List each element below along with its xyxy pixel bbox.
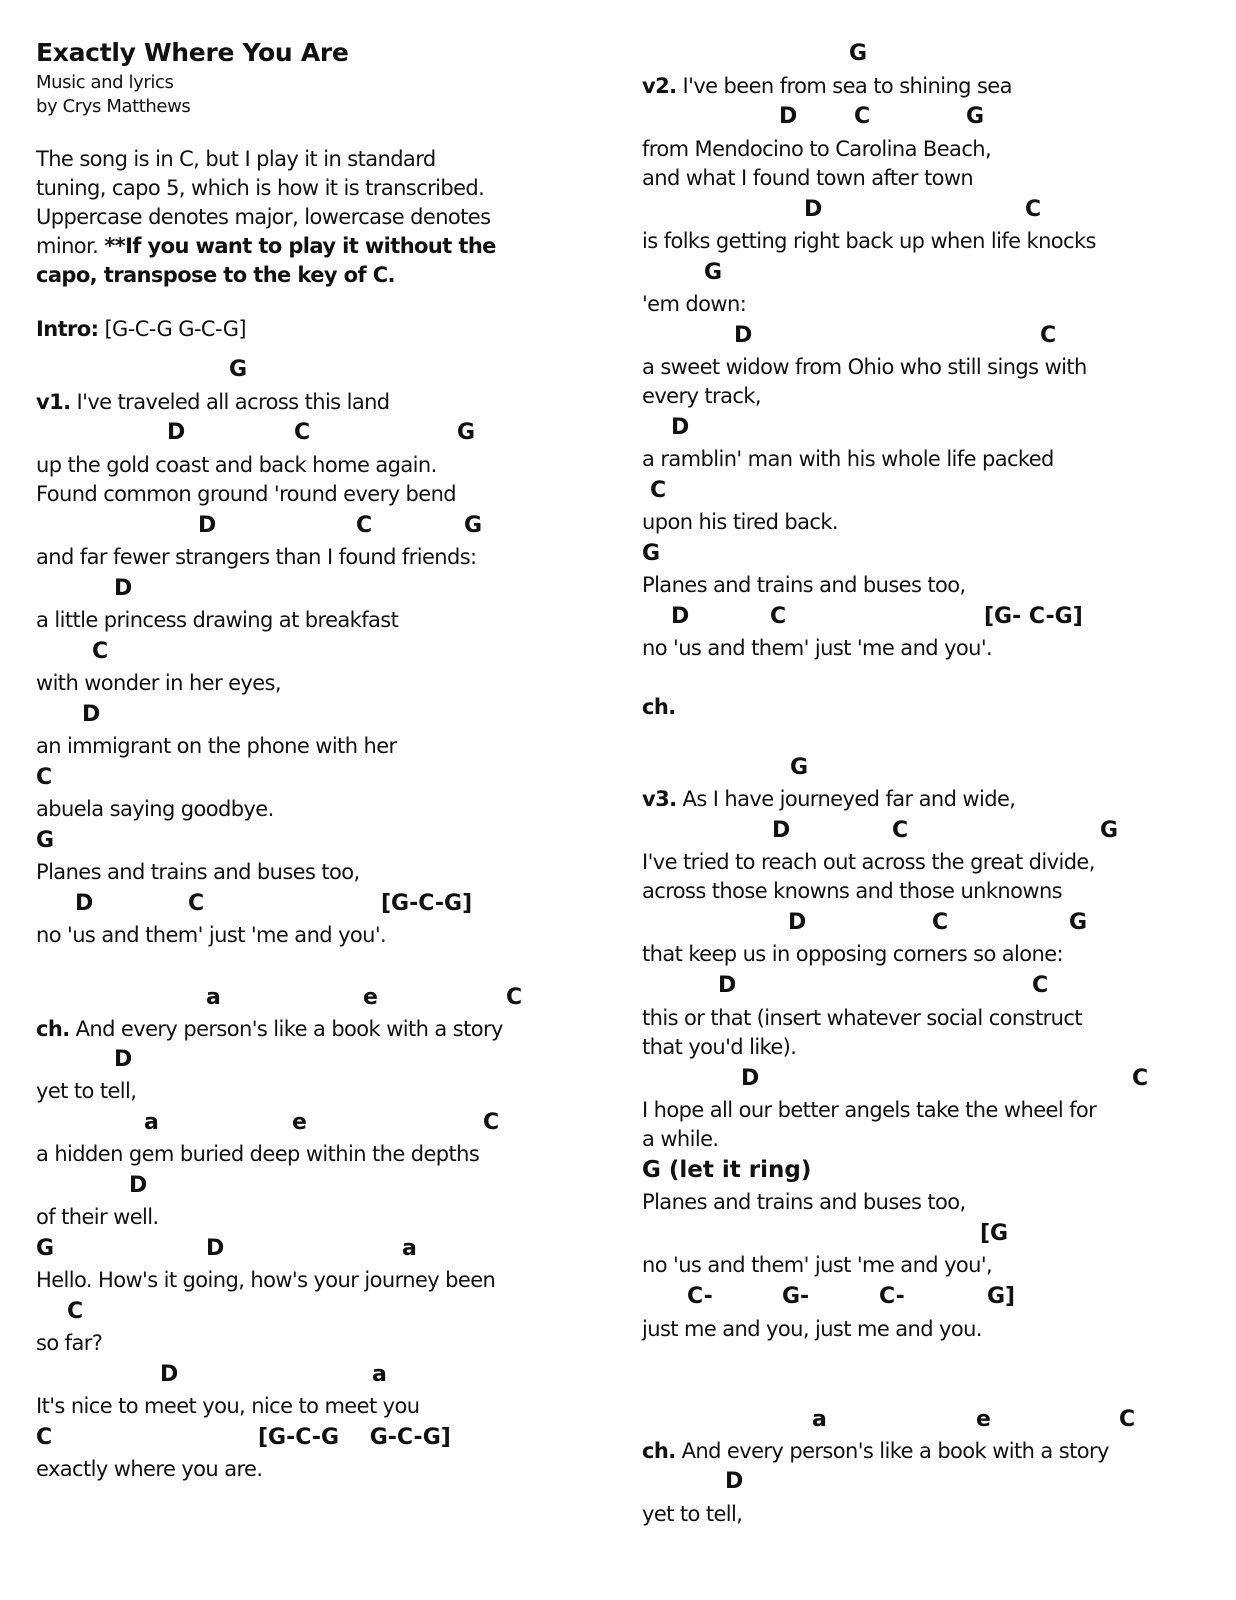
- note-line: tuning, capo 5, which is how it is transcribed.: [36, 176, 485, 200]
- section-label-v3: v3.: [642, 787, 677, 811]
- song-title: Exactly Where You Are: [36, 38, 349, 67]
- chord: D: [788, 910, 807, 935]
- lyric-line: no 'us and them' just 'me and you',: [642, 1253, 993, 1277]
- chord: D: [129, 1173, 148, 1198]
- chord: C: [67, 1299, 84, 1324]
- chord: D: [75, 891, 94, 916]
- chord: C-: [879, 1284, 905, 1309]
- lyric-line: and far fewer strangers than I found friends:: [36, 545, 477, 569]
- chord: C: [1132, 1066, 1149, 1091]
- chord: G: [457, 420, 476, 445]
- lyric-text: As I have journeyed far and wide,: [676, 787, 1016, 811]
- chord: [G- C-G]: [984, 604, 1083, 629]
- lyric-line: yet to tell,: [36, 1079, 137, 1103]
- chord: D: [779, 104, 798, 129]
- lyric-line: a little princess drawing at breakfast: [36, 608, 399, 632]
- chord: D: [671, 415, 690, 440]
- chord: D: [206, 1236, 225, 1261]
- lyric-text: And every person's like a book with a story: [675, 1439, 1109, 1463]
- note-emphasis: capo, transpose to the key of C.: [36, 263, 395, 287]
- lyric-line: yet to tell,: [642, 1502, 743, 1526]
- chord: D: [114, 576, 133, 601]
- chord: G: [229, 357, 248, 382]
- lyric-line: an immigrant on the phone with her: [36, 734, 397, 758]
- lyric-line: that keep us in opposing corners so alone:: [642, 942, 1064, 966]
- chord: a: [402, 1236, 417, 1261]
- lyric-line: of their well.: [36, 1205, 159, 1229]
- chord: D: [718, 973, 737, 998]
- chord: D: [772, 818, 791, 843]
- chord: C: [854, 104, 871, 129]
- chord: C: [1040, 323, 1057, 348]
- chord: e: [292, 1110, 307, 1135]
- note-line: The song is in C, but I play it in standard: [36, 147, 436, 171]
- chord: G: [966, 104, 985, 129]
- lyric-line: I've tried to reach out across the great divide,: [642, 850, 1095, 874]
- chord: C: [36, 1425, 53, 1450]
- lyric-line: Found common ground 'round every bend: [36, 482, 457, 506]
- intro-line: [36, 316, 246, 342]
- lyric-text: I've been from sea to shining sea: [676, 74, 1012, 98]
- lyric-line: [36, 1016, 503, 1042]
- lyric-line: upon his tired back.: [642, 510, 838, 534]
- chord: C: [932, 910, 949, 935]
- lyric-line: Planes and trains and buses too,: [36, 860, 360, 884]
- chord: G (let it ring): [642, 1157, 812, 1183]
- chord: G: [790, 755, 809, 780]
- intro-label: Intro:: [36, 317, 99, 341]
- chorus-reference: ch.: [642, 695, 676, 719]
- chord: G: [36, 1236, 55, 1261]
- credit-line: Music and lyrics: [36, 72, 174, 93]
- chord: C: [1025, 197, 1042, 222]
- lyric-line: [642, 1438, 1109, 1464]
- lyric-line: no 'us and them' just 'me and you'.: [36, 923, 387, 947]
- lyric-line: with wonder in her eyes,: [36, 671, 281, 695]
- lyric-line: every track,: [642, 384, 761, 408]
- chord: G: [642, 541, 661, 566]
- note-line: Uppercase denotes major, lowercase denotes: [36, 205, 491, 229]
- chord: a: [372, 1362, 387, 1387]
- section-label-chorus: ch.: [642, 1439, 676, 1463]
- lyric-line: a hidden gem buried deep within the depths: [36, 1142, 480, 1166]
- lyric-text: I've traveled all across this land: [70, 390, 390, 414]
- section-label-v1: v1.: [36, 390, 71, 414]
- chord: C: [294, 420, 311, 445]
- chord: G: [1100, 818, 1119, 843]
- lyric-line: so far?: [36, 1331, 103, 1355]
- chord: G: [464, 513, 483, 538]
- chord: G: [704, 260, 723, 285]
- lyric-line: no 'us and them' just 'me and you'.: [642, 636, 993, 660]
- chord: C: [92, 639, 109, 664]
- lyric-line: a sweet widow from Ohio who still sings with: [642, 355, 1087, 379]
- lyric-line: It's nice to meet you, nice to meet you: [36, 1394, 420, 1418]
- note-line: [36, 233, 496, 259]
- lyric-line: [642, 786, 1015, 812]
- lyric-line: abuela saying goodbye.: [36, 797, 274, 821]
- lyric-line: 'em down:: [642, 292, 747, 316]
- chord: G: [1069, 910, 1088, 935]
- lyric-line: from Mendocino to Carolina Beach,: [642, 137, 992, 161]
- lyric-line: I hope all our better angels take the wheel for: [642, 1098, 1097, 1122]
- lyric-line: Hello. How's it going, how's your journey been: [36, 1268, 496, 1292]
- lyric-line: [642, 73, 1012, 99]
- note-text: minor.: [36, 234, 105, 258]
- chord: a: [144, 1110, 159, 1135]
- lyric-text: And every person's like a book with a story: [69, 1017, 503, 1041]
- lyric-line: exactly where you are.: [36, 1457, 263, 1481]
- note-emphasis: **If you want to play it without the: [104, 234, 496, 258]
- lyric-line: Planes and trains and buses too,: [642, 573, 966, 597]
- chord: [G-C-G G-C-G]: [258, 1425, 451, 1450]
- chord: e: [976, 1407, 991, 1432]
- chord: a: [812, 1407, 827, 1432]
- chord: C: [650, 478, 667, 503]
- chord: C: [356, 513, 373, 538]
- chord: C: [188, 891, 205, 916]
- lyric-line: [36, 389, 390, 415]
- lyric-line: is folks getting right back up when life knocks: [642, 229, 1096, 253]
- lyric-line: Planes and trains and buses too,: [642, 1190, 966, 1214]
- chord: C: [892, 818, 909, 843]
- credit-author: by Crys Matthews: [36, 96, 191, 117]
- chord: G: [36, 828, 55, 853]
- lyric-line: that you'd like).: [642, 1035, 797, 1059]
- lyric-line: and what I found town after town: [642, 166, 974, 190]
- chord: [G-C-G]: [381, 891, 473, 916]
- lyric-line: a ramblin' man with his whole life packed: [642, 447, 1054, 471]
- intro-chords: [G-C-G G-C-G]: [98, 317, 246, 341]
- section-label-chorus: ch.: [36, 1017, 70, 1041]
- lyric-line: across those knowns and those unknowns: [642, 879, 1063, 903]
- chord: D: [804, 197, 823, 222]
- chord: C: [483, 1110, 500, 1135]
- chord: C-: [687, 1284, 713, 1309]
- chord: C: [36, 765, 53, 790]
- chord: D: [82, 702, 101, 727]
- chord: G]: [987, 1284, 1016, 1309]
- chord: C: [1032, 973, 1049, 998]
- lyric-line: up the gold coast and back home again.: [36, 453, 437, 477]
- section-label-v2: v2.: [642, 74, 677, 98]
- chord: C: [770, 604, 787, 629]
- lyric-line: this or that (insert whatever social construct: [642, 1006, 1082, 1030]
- lyric-line: just me and you, just me and you.: [642, 1317, 982, 1341]
- chord: D: [114, 1047, 133, 1072]
- lyric-line: a while.: [642, 1127, 719, 1151]
- chord: D: [725, 1469, 744, 1494]
- chord: D: [167, 420, 186, 445]
- chord: a: [206, 985, 221, 1010]
- chord: G: [849, 41, 868, 66]
- chord: D: [741, 1066, 760, 1091]
- chord: D: [734, 323, 753, 348]
- chord: G-: [782, 1284, 810, 1309]
- chord: [G: [980, 1221, 1009, 1246]
- chord: C: [506, 985, 523, 1010]
- chord: D: [198, 513, 217, 538]
- chord: D: [160, 1362, 179, 1387]
- chord: C: [1119, 1407, 1136, 1432]
- chord: D: [671, 604, 690, 629]
- chord: e: [363, 985, 378, 1010]
